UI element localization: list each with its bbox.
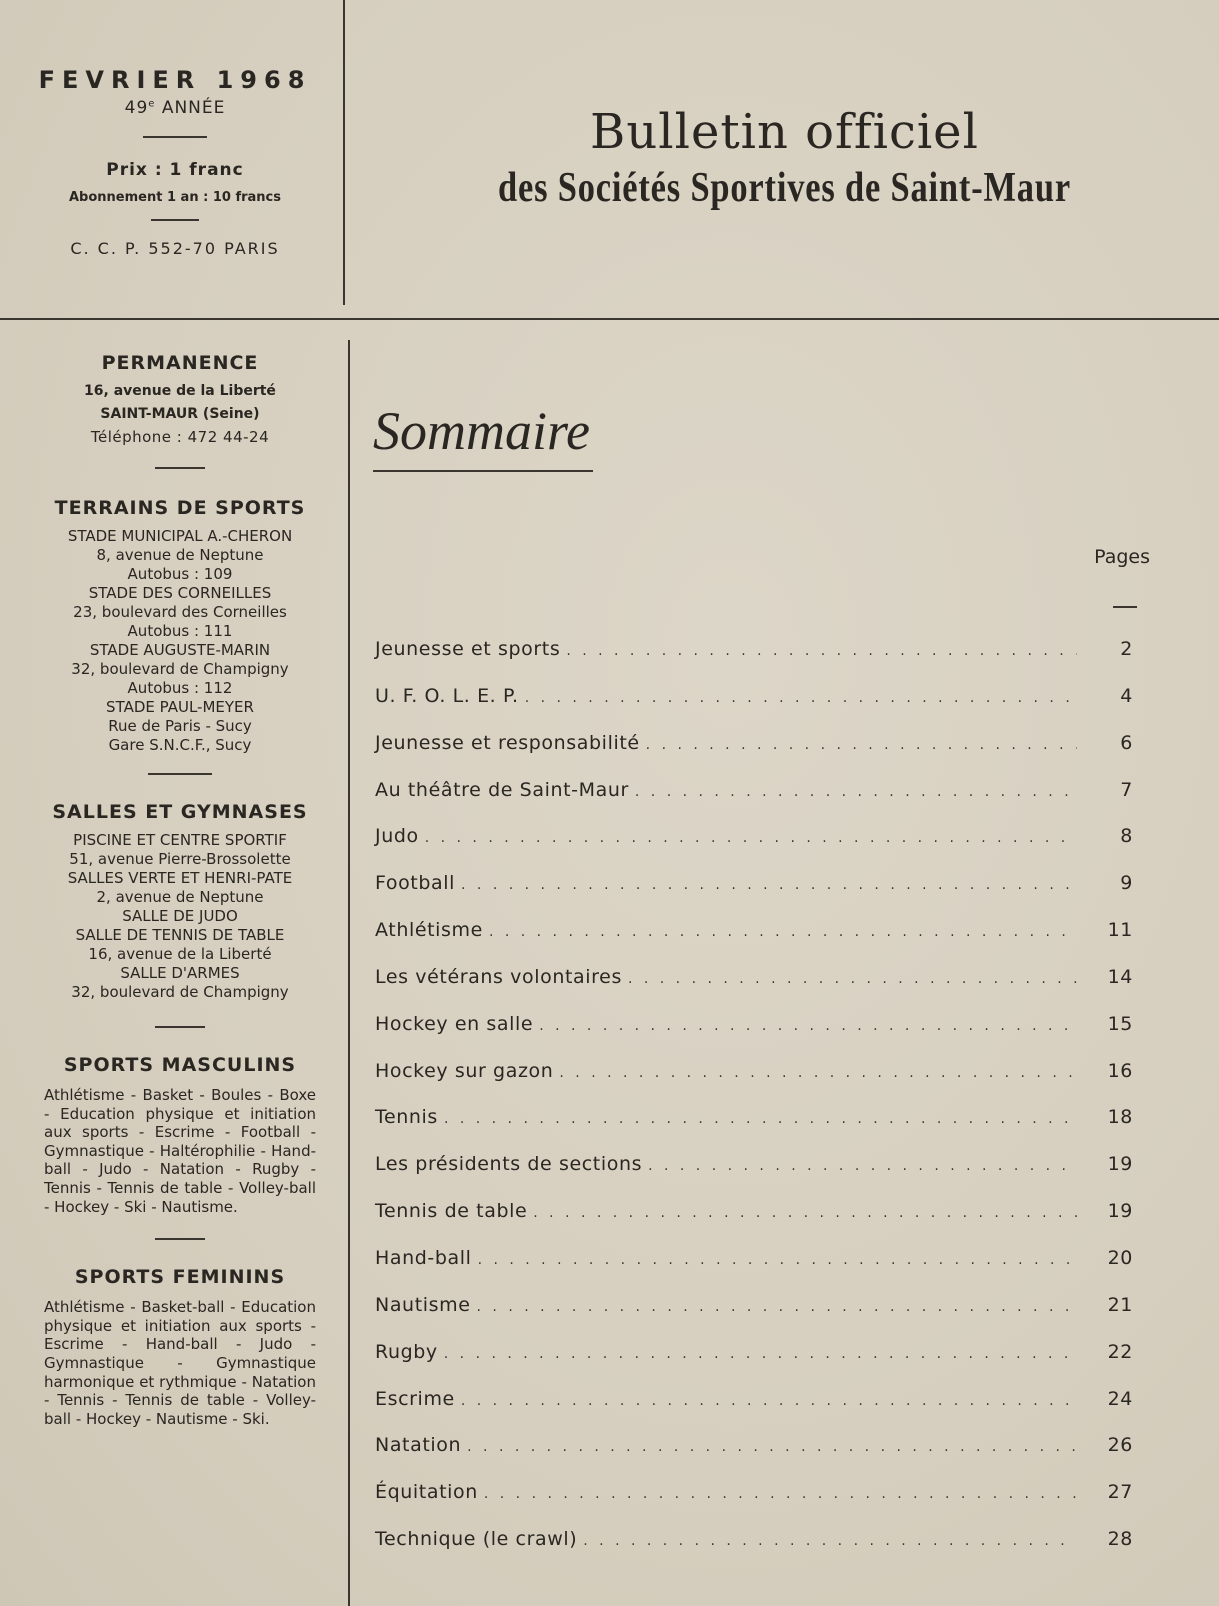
toc-leader-dots — [648, 1158, 1077, 1174]
toc-leader-dots — [489, 924, 1077, 940]
permanence-city: SAINT-MAUR (Seine) — [100, 406, 260, 422]
masthead — [350, 104, 1219, 212]
toc-entry-title: Les vétérans volontaires — [375, 965, 622, 988]
header-divider-horizontal — [0, 318, 1219, 320]
salles-list — [30, 831, 330, 1002]
issue-info — [20, 66, 330, 258]
toc-entry-page: 9 — [1120, 872, 1133, 895]
permanence-address: 16, avenue de la Liberté — [84, 383, 276, 399]
toc-entry-page: 11 — [1107, 919, 1133, 942]
salles-line: 16, avenue de la Liberté — [88, 945, 272, 963]
toc-entry — [375, 1200, 1133, 1247]
toc-entry-page: 19 — [1107, 1200, 1133, 1223]
masculins-heading: SPORTS MASCULINS — [63, 1054, 297, 1076]
toc-entry — [375, 1060, 1133, 1107]
masculins-text: Athlétisme - Basket - Boules - Boxe - Education physique et initiation aux sports - Escrime - Football - Gymnastique - Haltérophilie - Hand-ball - Judo - Natation - Rugby - Tennis - Tennis de table - Volley-ball - Hockey - Ski - Nautisme. — [44, 1086, 316, 1216]
separator — [155, 1238, 205, 1240]
issue-date: FEVRIER 1968 — [38, 66, 312, 94]
toc-entry-title: Nautisme — [375, 1293, 471, 1316]
salles-line: SALLE DE JUDO — [122, 907, 238, 925]
pages-dash — [1113, 606, 1137, 608]
terrains-line: Autobus : 112 — [127, 679, 233, 697]
toc-entry-page: 18 — [1107, 1106, 1133, 1129]
salles-line: PISCINE ET CENTRE SPORTIF — [73, 831, 287, 849]
toc-entry — [375, 825, 1133, 872]
toc-entry-page: 26 — [1107, 1434, 1133, 1457]
ccp-account: C. C. P. 552-70 PARIS — [70, 239, 280, 258]
toc-entry-page: 24 — [1107, 1387, 1133, 1410]
permanence-heading: PERMANENCE — [101, 352, 259, 374]
toc-entry — [375, 919, 1133, 966]
separator — [143, 136, 207, 138]
toc-entry-title: U. F. O. L. E. P. — [375, 684, 519, 707]
toc-entry-title: Athlétisme — [375, 919, 483, 942]
terrains-heading: TERRAINS DE SPORTS — [54, 497, 306, 519]
toc-entry-title: Judo — [375, 825, 419, 848]
separator — [148, 773, 212, 775]
toc-entry-title: Tennis de table — [375, 1200, 528, 1223]
terrains-line: 32, boulevard de Champigny — [71, 660, 289, 678]
toc-entry-title: Les présidents de sections — [375, 1153, 643, 1176]
toc-leader-dots — [461, 877, 1077, 893]
sidebar — [30, 352, 330, 1428]
terrains-line: Rue de Paris - Sucy — [108, 717, 252, 735]
toc-leader-dots — [425, 830, 1077, 846]
toc-entry-page: 7 — [1120, 778, 1133, 801]
toc-entry — [375, 1434, 1133, 1481]
header-divider-vertical — [343, 0, 345, 305]
toc-leader-dots — [646, 737, 1077, 753]
separator — [151, 219, 199, 221]
toc-entry-page: 6 — [1120, 731, 1133, 754]
toc-entry — [375, 1247, 1133, 1294]
toc-entry — [375, 1294, 1133, 1341]
feminins-heading: SPORTS FEMININS — [74, 1266, 286, 1289]
price: Prix : 1 franc — [106, 160, 244, 180]
toc-entry-title: Jeunesse et responsabilité — [375, 731, 640, 754]
toc-entry-page: 28 — [1107, 1528, 1133, 1551]
feminins-text: Athlétisme - Basket-ball - Education physique et initiation aux sports - Escrime - Hand-ball - Judo - Gymnastique - Gymnastique harmonique et rythmique - Natation - Tennis - Tennis de table - Volley-ball - Hockey - Nautisme - Ski. — [44, 1298, 316, 1428]
sommaire-title: Sommaire — [373, 401, 590, 461]
salles-line: SALLES VERTE ET HENRI-PATE — [67, 869, 293, 887]
toc-entry-page: 16 — [1107, 1059, 1133, 1082]
toc-entry-page: 14 — [1107, 965, 1133, 988]
toc-entry-page: 4 — [1120, 684, 1133, 707]
toc-entry-page: 2 — [1120, 638, 1133, 660]
toc-entry — [375, 966, 1133, 1013]
toc-entry-title: Hockey sur gazon — [375, 1059, 554, 1082]
terrains-line: Autobus : 111 — [127, 622, 233, 640]
toc-leader-dots — [559, 1065, 1077, 1081]
toc-leader-dots — [533, 1205, 1077, 1221]
terrains-line: STADE DES CORNEILLES — [88, 584, 272, 602]
toc-entry-page: 15 — [1107, 1012, 1133, 1035]
toc-leader-dots — [478, 1252, 1077, 1268]
salles-line: SALLE D'ARMES — [120, 964, 240, 982]
terrains-line: Autobus : 109 — [127, 565, 233, 583]
issue-year — [20, 98, 330, 118]
year-word: ANNÉE — [161, 98, 226, 118]
toc-entry — [375, 1106, 1133, 1153]
salles-line: 32, boulevard de Champigny — [71, 983, 289, 1001]
toc-entry-page: 19 — [1107, 1153, 1133, 1176]
toc-entry-page: 21 — [1107, 1293, 1133, 1316]
terrains-line: STADE PAUL-MEYER — [106, 698, 254, 716]
toc-leader-dots — [628, 971, 1077, 987]
toc-entry — [375, 1341, 1133, 1388]
toc-entry-page: 20 — [1107, 1246, 1133, 1269]
toc-leader-dots — [444, 1111, 1077, 1127]
toc-leader-dots — [467, 1439, 1077, 1455]
toc-entry-page: 8 — [1120, 825, 1133, 848]
sidebar-divider-vertical — [348, 340, 350, 1606]
pages-label: Pages — [1094, 546, 1150, 568]
toc-leader-dots — [461, 1393, 1077, 1409]
toc-entry-title: Tennis — [375, 1106, 438, 1129]
salles-line: 2, avenue de Neptune — [96, 888, 264, 906]
toc-entry — [375, 638, 1133, 685]
masthead-title: Bulletin officiel — [590, 104, 979, 160]
toc-entry-title: Football — [375, 872, 456, 895]
toc-entry — [375, 1528, 1133, 1575]
toc-entry — [375, 779, 1133, 826]
toc-entry-title: Rugby — [375, 1340, 438, 1363]
salles-line: 51, avenue Pierre-Brossolette — [69, 850, 291, 868]
toc-entry — [375, 1388, 1133, 1435]
subscription: Abonnement 1 an : 10 francs — [69, 190, 281, 205]
toc-leader-dots — [525, 690, 1077, 706]
separator — [155, 467, 205, 469]
toc-entry-title: Natation — [375, 1434, 462, 1457]
masthead-subtitle: des Sociétés Sportives de Saint-Maur — [498, 165, 1071, 211]
toc-entry-title: Équitation — [375, 1481, 478, 1504]
toc-entry-title: Au théâtre de Saint-Maur — [375, 778, 629, 801]
salles-line: SALLE DE TENNIS DE TABLE — [75, 926, 285, 944]
toc-entry — [375, 685, 1133, 732]
terrains-line: STADE AUGUSTE-MARIN — [89, 641, 271, 659]
toc-leader-dots — [484, 1486, 1077, 1502]
toc-entry-title: Escrime — [375, 1387, 455, 1410]
toc-entry-title: Jeunesse et sports — [375, 638, 561, 660]
terrains-line: 23, boulevard des Corneilles — [73, 603, 287, 621]
permanence-phone: Téléphone : 472 44-24 — [90, 428, 270, 446]
toc-leader-dots — [635, 784, 1077, 800]
toc-entry — [375, 1153, 1133, 1200]
separator — [155, 1026, 205, 1028]
toc-leader-dots — [444, 1346, 1077, 1362]
terrains-line: Gare S.N.C.F., Sucy — [108, 736, 252, 754]
toc-leader-dots — [477, 1299, 1077, 1315]
toc-leader-dots — [539, 1018, 1077, 1034]
toc-entry — [375, 872, 1133, 919]
table-of-contents — [375, 638, 1133, 1575]
toc-entry — [375, 732, 1133, 779]
toc-entry-title: Hockey en salle — [375, 1012, 534, 1035]
toc-entry-title: Hand-ball — [375, 1246, 472, 1269]
toc-entry — [375, 1013, 1133, 1060]
terrains-line: STADE MUNICIPAL A.-CHERON — [67, 527, 293, 545]
toc-entry-page: 27 — [1107, 1481, 1133, 1504]
toc-leader-dots — [566, 643, 1077, 659]
toc-leader-dots — [583, 1533, 1077, 1549]
year-superscript: e — [148, 98, 156, 110]
toc-entry-page: 22 — [1107, 1340, 1133, 1363]
year-number: 49 — [124, 98, 149, 118]
terrains-list — [30, 527, 330, 755]
terrains-line: 8, avenue de Neptune — [96, 546, 264, 564]
toc-entry — [375, 1481, 1133, 1528]
salles-heading: SALLES ET GYMNASES — [52, 801, 308, 823]
sommaire-underline — [373, 470, 593, 472]
toc-entry-title: Technique (le crawl) — [375, 1528, 578, 1551]
